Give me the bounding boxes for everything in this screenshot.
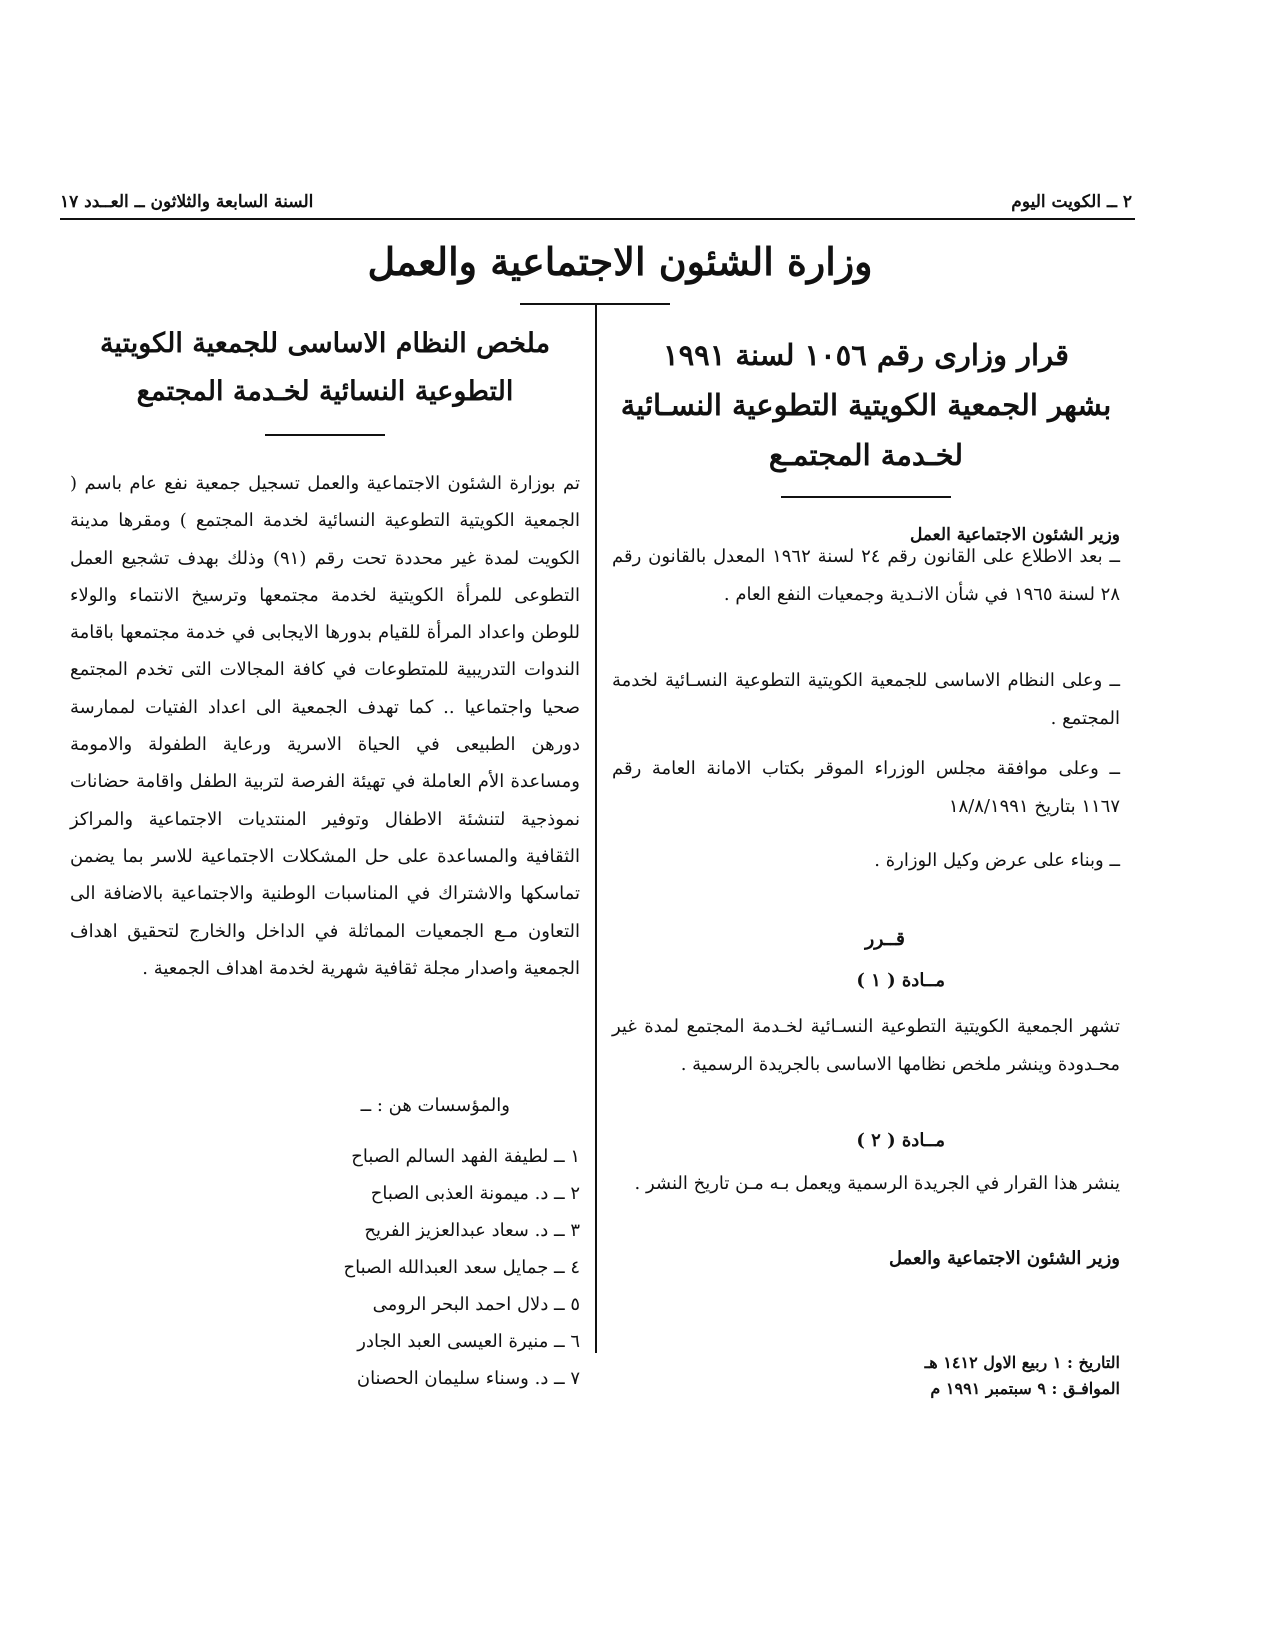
ministry-title: وزارة الشئون الاجتماعية والعمل xyxy=(367,239,873,284)
preamble-4: ــ وبناء على عرض وكيل الوزارة . xyxy=(874,850,1120,871)
summary-column xyxy=(70,320,580,1389)
list-item: ٥ ــ دلال احمد البحر الرومى xyxy=(372,1294,580,1315)
summary-body: تم بوزارة الشئون الاجتماعية والعمل تسجيل جمعية نفع عام باسم ( الجمعية الكويتية التطوعية النسائية لخدمة المجتمع ) ومقرها مدينة الكويت لمدة غير محددة تحت رقم (٩١) وذلك بهدف تشجيع العمل التطوعى للمرأة الكويتية لخدمة مجتمعها وترسيخ الانتماء والولاء للوطن واعداد المرأة للقيام بدورها الايجابى في خدمة مجتمعها باقامة الندوات التدريبية للمتطوعات في كافة المجالات التى تخدم المجتمع صحيا واجتماعيا .. كما تهدف الجمعية الى اعداد الفتيات لممارسة دورهن الطبيعى في الحياة الاسرية ورعاية الطفولة والامومة ومساعدة الأم العاملة في تهيئة الفرصة لتربية الطفل واقامة حضانات نموذجية لتنشئة الاطفال وتوفير المنتديات الاجتماعية والمراكز الثقافية والمساعدة على حل المشكلات الاجتماعية للاسر بما يضمن تماسكها والاشتراك في المناسبات الوطنية والاجتماعية بالاضافة الى التعاون مـع الجمعيات المماثلة في الداخل والخارج لتحقيق اهداف الجمعية واصدار مجلة ثقافية شهرية لخدمة اهداف الجمعية . xyxy=(70,473,580,979)
list-item: ٤ ــ جمايل سعد العبدالله الصباح xyxy=(343,1257,580,1278)
founders-list xyxy=(250,1138,580,1397)
preamble-1: ــ بعد الاطلاع على القانون رقم ٢٤ لسنة ١٩٦٢ المعدل بالقانون رقم ٢٨ لسنة ١٩٦٥ في شأن الانـدية وجمعيات النفع العام . xyxy=(612,546,1120,605)
decree-title-line-1: قرار وزارى رقم ١٠٥٦ لسنة ١٩٩١ xyxy=(663,338,1069,372)
list-item: ١ ــ لطيفة الفهد السالم الصباح xyxy=(351,1146,580,1167)
decree-body xyxy=(612,0,1120,1650)
summary-title-rule xyxy=(265,434,385,436)
date-block xyxy=(925,1350,1120,1402)
minister-line: وزير الشئون الاجتماعية العمل xyxy=(909,525,1120,545)
preamble-2: ــ وعلى النظام الاساسى للجمعية الكويتية التطوعية النسـائية لخدمة المجتمع . xyxy=(612,670,1120,729)
article-2-text: ينشر هذا القرار في الجريدة الرسمية ويعمل بـه مـن تاريخ النشر . xyxy=(634,1173,1120,1194)
decree-title-line-3: لخـدمة المجتمـع xyxy=(768,438,964,472)
decree-title-line-2: بشهر الجمعية الكويتية التطوعية النسـائية xyxy=(620,388,1112,422)
summary-title-line-2: التطوعية النسائية لخـدمة المجتمع xyxy=(136,376,514,407)
list-item: ٦ ــ منيرة العيسى العبد الجادر xyxy=(357,1331,580,1352)
list-item: ٢ ــ د. ميمونة العذبى الصباح xyxy=(370,1183,580,1204)
page-label: ٢ ــ الكويت اليوم xyxy=(1011,192,1132,212)
decided-heading: قــرر xyxy=(865,928,905,950)
date-gregorian: الموافـق : ٩ سبتمبر ١٩٩١ م xyxy=(930,1379,1120,1398)
summary-title-line-1: ملخص النظام الاساسى للجمعية الكويتية xyxy=(99,328,551,359)
list-item: ٧ ــ د. وسناء سليمان الحصنان xyxy=(356,1368,580,1389)
founders-label: والمؤسسات هن : ــ xyxy=(360,1095,510,1116)
issue-label: السنة السابعة والثلاثون ــ العــدد ١٧ xyxy=(60,192,314,212)
article-1-title: مــادة ( ١ ) xyxy=(856,970,945,991)
article-1-text: تشهر الجمعية الكويتية التطوعية النسـائية لخـدمة المجتمع لمدة غير محـدودة وينشر ملخص نظامها الاساسى بالجريدة الرسمية . xyxy=(612,1016,1120,1075)
article-2-title: مــادة ( ٢ ) xyxy=(856,1130,945,1151)
list-item: ٣ ــ د. سعاد عبدالعزيز الفريح xyxy=(364,1220,580,1241)
preamble-3: ــ وعلى موافقة مجلس الوزراء الموقر بكتاب الامانة العامة رقم ١١٦٧ بتاريخ ١٨/٨/١٩٩١ xyxy=(612,758,1120,817)
signature: وزير الشئون الاجتماعية والعمل xyxy=(888,1248,1120,1269)
column-divider xyxy=(595,303,597,1353)
date-hijri: التاريخ : ١ ربيع الاول ١٤١٢ هـ xyxy=(924,1353,1120,1372)
